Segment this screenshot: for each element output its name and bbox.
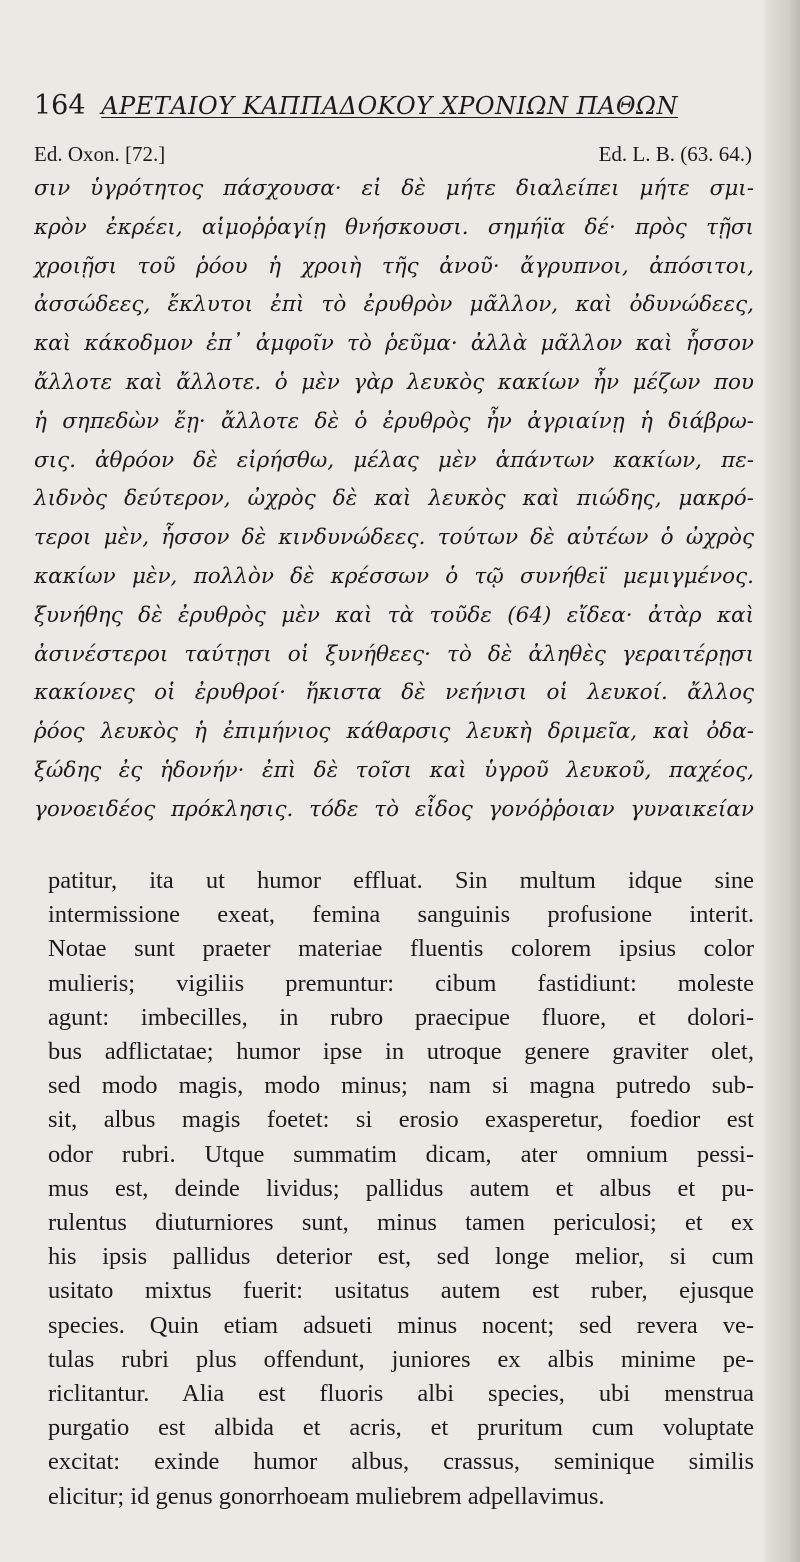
latin-line: agunt: imbecilles, in rubro praecipue fluore, et dolori- [48, 1003, 754, 1031]
latin-line: Notae sunt praeter materiae fluentis colorem ipsius color [48, 935, 754, 963]
edition-ref-left: Ed. Oxon. [72.] [34, 142, 166, 166]
edition-references [34, 142, 752, 167]
greek-line: ἡ σηπεδὼν ἔῃ· ἄλλοτε δὲ ὁ ἐρυθρὸς ἦν ἀγριαίνῃ ἡ διάβρω- [34, 408, 754, 434]
latin-line: riclitantur. Alia est fluoris albi species, ubi menstrua [48, 1380, 754, 1408]
greek-line: κακίονες οἱ ἐρυθροί· ἥκιστα δὲ νεήνισι οἱ λευκοί. ἄλλος [34, 680, 754, 706]
greek-line: ἄλλοτε καὶ ἄλλοτε. ὁ μὲν γὰρ λευκὸς κακίων ἦν μέζων που [34, 369, 754, 395]
greek-line: σιν ὑγρότητος πάσχουσα· εἰ δὲ μήτε διαλείπει μήτε σμι- [34, 176, 754, 201]
latin-line: sed modo magis, modo minus; nam si magna putredo sub- [48, 1072, 754, 1100]
latin-line: purgatio est albida et acris, et pruritum cum voluptate [48, 1414, 754, 1442]
greek-line: κρὸν ἐκρέει, αἱμοῤῥαγίῃ θνήσκουσι. σημήϊα δέ· πρὸς τῇσι [34, 214, 754, 240]
latin-line: mus est, deinde lividus; pallidus autem et albus et pu- [48, 1174, 754, 1202]
latin-line: tulas rubri plus offendunt, juniores ex albis minime pe- [48, 1345, 754, 1373]
latin-line: species. Quin etiam adsueti minus nocent; sed revera ve- [48, 1311, 754, 1339]
greek-line: καὶ κάκοδμον ἐπ᾽ ἀμφοῖν τὸ ῥεῦμα· ἀλλὰ μᾶλλον καὶ ἧσσον [34, 331, 754, 357]
greek-line: ξυνήθης δὲ ἐρυθρὸς μὲν καὶ τὰ τοῦδε (64) εἴδεα· ἀτὰρ καὶ [34, 602, 754, 628]
latin-translation-block [48, 864, 754, 1514]
latin-line: intermissione exeat, femina sanguinis profusione interit. [48, 901, 754, 929]
running-header [34, 90, 754, 121]
latin-line: odor rubri. Utque summatim dicam, ater omnium pessi- [48, 1140, 754, 1168]
greek-line: τεροι μὲν, ἧσσον δὲ κινδυνώδεες. τούτων δὲ αὐτέων ὁ ὠχρὸς [34, 525, 754, 551]
greek-line: ῥόος λευκὸς ἡ ἐπιμήνιος κάθαρσις λευκὴ δριμεῖα, καὶ ὀδα- [34, 719, 754, 745]
greek-line: λιδνὸς δεύτερον, ὠχρὸς δὲ καὶ λευκὸς καὶ πιώδης, μακρό- [34, 486, 754, 512]
greek-text-block [34, 170, 754, 830]
greek-line: χροιῇσι τοῦ ῥόου ἡ χροιὴ τῆς ἀνοῦ· ἄγρυπνοι, ἀπόσιτοι, [34, 253, 754, 279]
page-edge-shadow [764, 0, 800, 1562]
latin-line: usitato mixtus fuerit: usitatus autem est ruber, ejusque [48, 1277, 754, 1305]
greek-line: γονοειδέος πρόκλησις. τόδε τὸ εἶδος γονόῤῥοιαν γυναικείαν [34, 796, 754, 822]
greek-line: κακίων μὲν, πολλὸν δὲ κρέσσων ὁ τῷ συνήθεϊ μεμιγμένος. [34, 563, 754, 589]
running-title: ΑΡΕΤΑΙΟΥ ΚΑΠΠΑΔΟΚΟΥ ΧΡΟΝΙΩΝ ΠΑΘΩΝ [101, 92, 678, 120]
latin-line: excitat: exinde humor albus, crassus, seminique similis [48, 1448, 754, 1476]
latin-line: his ipsis pallidus deterior est, sed longe melior, si cum [48, 1243, 754, 1271]
greek-line: ἀσινέστεροι ταύτῃσι οἱ ξυνήθεες· τὸ δὲ ἀληθὲς γεραιτέρῃσι [34, 641, 754, 667]
latin-line: bus adflictatae; humor ipse in utroque genere graviter olet, [48, 1038, 754, 1066]
greek-line: σις. ἀθρόον δὲ εἰρήσθω, μέλας μὲν ἁπάντων κακίων, πε- [34, 447, 754, 473]
latin-line: mulieris; vigiliis premuntur: cibum fastidiunt: moleste [48, 969, 754, 997]
latin-line: sit, albus magis foetet: si erosio exasperetur, foedior est [48, 1106, 754, 1134]
greek-line: ἀσσώδεες, ἔκλυτοι ἐπὶ τὸ ἐρυθρὸν μᾶλλον, καὶ ὀδυνώδεες, [34, 292, 754, 318]
latin-line: patitur, ita ut humor effluat. Sin multum idque sine [48, 867, 754, 894]
latin-line: rulentus diuturniores sunt, minus tamen periculosi; et ex [48, 1209, 754, 1237]
page-number: 164 [34, 90, 86, 121]
edition-ref-right: Ed. L. B. (63. 64.) [598, 142, 752, 166]
latin-line: elicitur; id genus gonorrhoeam muliebrem adpellavimus. [48, 1482, 605, 1510]
greek-line: ξώδης ἐς ἡδονήν· ἐπὶ δὲ τοῖσι καὶ ὑγροῦ λευκοῦ, παχέος, [34, 757, 754, 783]
